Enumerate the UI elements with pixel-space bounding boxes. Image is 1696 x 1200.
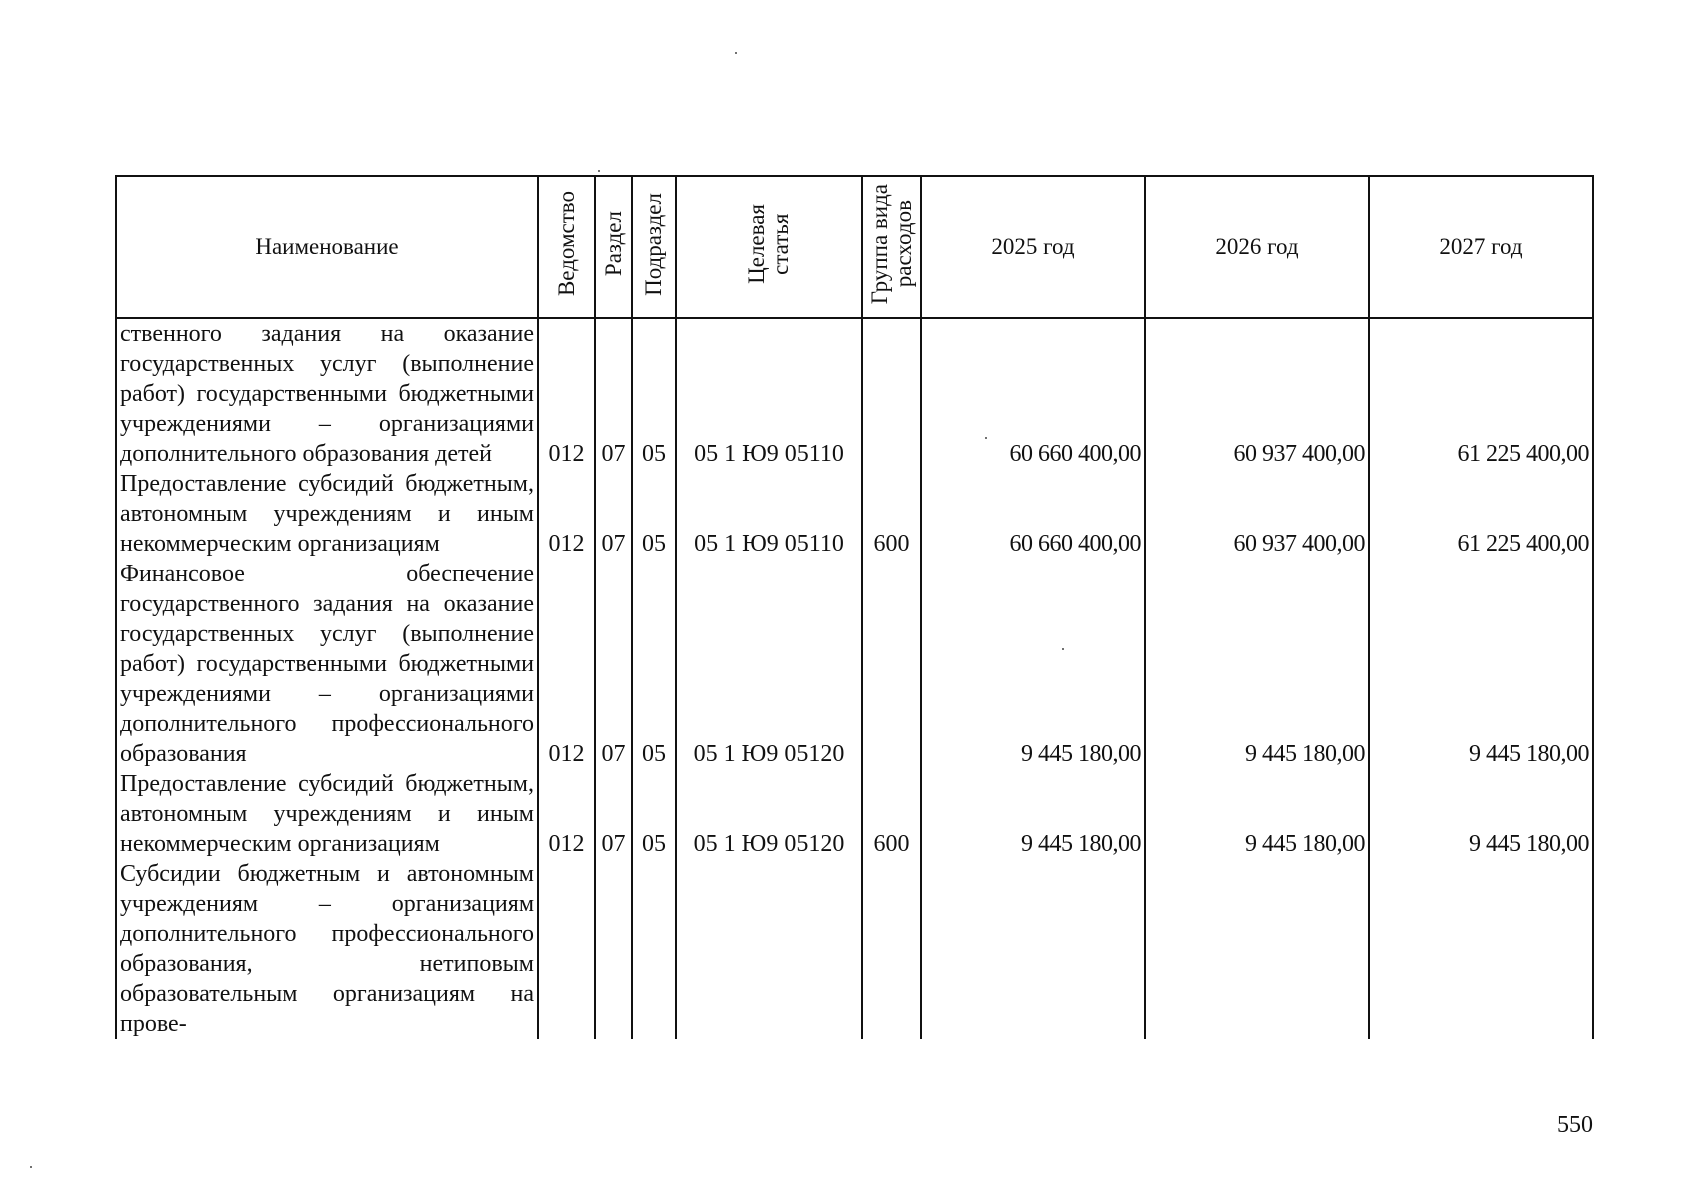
row-subsection: 05 xyxy=(632,559,676,769)
row-amount-2026: 60 937 400,00 xyxy=(1145,318,1369,469)
header-expense-group-label: Группа вида расходов xyxy=(866,183,916,305)
scan-speck xyxy=(735,52,737,54)
header-section-label: Раздел xyxy=(600,211,626,277)
row-section: 07 xyxy=(595,769,632,859)
header-year-2026: 2026 год xyxy=(1145,176,1369,318)
row-amount-2027: 61 225 400,00 xyxy=(1369,469,1593,559)
row-expense-group xyxy=(862,318,921,469)
row-target-article: 05 1 Ю9 05120 xyxy=(676,769,862,859)
row-amount-2025: 9 445 180,00 xyxy=(921,769,1145,859)
row-name: Финансовое обеспечение государственного задания на оказание государственных услуг (выполнение работ) государственными бюджетными учреждениями – организациями дополнительного профессионального образования xyxy=(116,559,538,769)
header-department-label: Ведомство xyxy=(553,191,579,297)
row-section: 07 xyxy=(595,559,632,769)
header-subsection-label: Подраздел xyxy=(641,192,666,296)
row-name: Предоставление субсидий бюджетным, автономным учреждениям и иным некоммерческим организациям xyxy=(116,769,538,859)
header-name: Наименование xyxy=(116,176,538,318)
row-amount-2027: 61 225 400,00 xyxy=(1369,318,1593,469)
header-year-2025: 2025 год xyxy=(921,176,1145,318)
row-target-article: 05 1 Ю9 05120 xyxy=(676,559,862,769)
row-amount-2026 xyxy=(1145,859,1369,1039)
page-number: 550 xyxy=(1557,1112,1593,1138)
header-section xyxy=(595,176,632,318)
row-amount-2027: 9 445 180,00 xyxy=(1369,559,1593,769)
header-year-2027: 2027 год xyxy=(1369,176,1593,318)
row-amount-2025: 60 660 400,00 xyxy=(921,318,1145,469)
table-row xyxy=(116,469,1593,559)
row-name: ственного задания на оказание государственных услуг (выполнение работ) государственными бюджетными учреждениями – организациями дополнительного образования детей xyxy=(116,318,538,469)
table-row xyxy=(116,318,1593,469)
row-subsection: 05 xyxy=(632,318,676,469)
scan-speck xyxy=(598,170,600,172)
header-subsection xyxy=(632,176,676,318)
table-row xyxy=(116,559,1593,769)
row-department: 012 xyxy=(538,469,595,559)
table-header-row xyxy=(116,176,1593,318)
row-name: Предоставление субсидий бюджетным, автономным учреждениям и иным некоммерческим организациям xyxy=(116,469,538,559)
row-amount-2027: 9 445 180,00 xyxy=(1369,769,1593,859)
row-expense-group xyxy=(862,559,921,769)
row-expense-group: 600 xyxy=(862,469,921,559)
header-target-article-label: Целевая статья xyxy=(744,204,793,284)
row-name: Субсидии бюджетным и автономным учреждениям – организациям дополнительного профессионального образования, нетиповым образовательным организациям на прове- xyxy=(116,859,538,1039)
row-section: 07 xyxy=(595,318,632,469)
row-department: 012 xyxy=(538,318,595,469)
row-amount-2025: 60 660 400,00 xyxy=(921,469,1145,559)
scan-speck xyxy=(1062,648,1064,650)
row-amount-2025 xyxy=(921,859,1145,1039)
table-row xyxy=(116,859,1593,1039)
scan-speck xyxy=(985,437,987,439)
row-amount-2026: 60 937 400,00 xyxy=(1145,469,1369,559)
row-department xyxy=(538,859,595,1039)
row-amount-2025: 9 445 180,00 xyxy=(921,559,1145,769)
row-target-article: 05 1 Ю9 05110 xyxy=(676,318,862,469)
row-amount-2027 xyxy=(1369,859,1593,1039)
row-department: 012 xyxy=(538,769,595,859)
header-expense-group xyxy=(862,176,921,318)
row-section: 07 xyxy=(595,469,632,559)
row-amount-2026: 9 445 180,00 xyxy=(1145,559,1369,769)
row-subsection: 05 xyxy=(632,469,676,559)
scan-speck xyxy=(30,1166,32,1168)
row-section xyxy=(595,859,632,1039)
header-target-article xyxy=(676,176,862,318)
row-amount-2026: 9 445 180,00 xyxy=(1145,769,1369,859)
table-row xyxy=(116,769,1593,859)
row-expense-group: 600 xyxy=(862,769,921,859)
header-department xyxy=(538,176,595,318)
row-target-article: 05 1 Ю9 05110 xyxy=(676,469,862,559)
row-department: 012 xyxy=(538,559,595,769)
row-subsection xyxy=(632,859,676,1039)
row-expense-group xyxy=(862,859,921,1039)
row-subsection: 05 xyxy=(632,769,676,859)
row-target-article xyxy=(676,859,862,1039)
budget-table xyxy=(115,175,1594,1039)
